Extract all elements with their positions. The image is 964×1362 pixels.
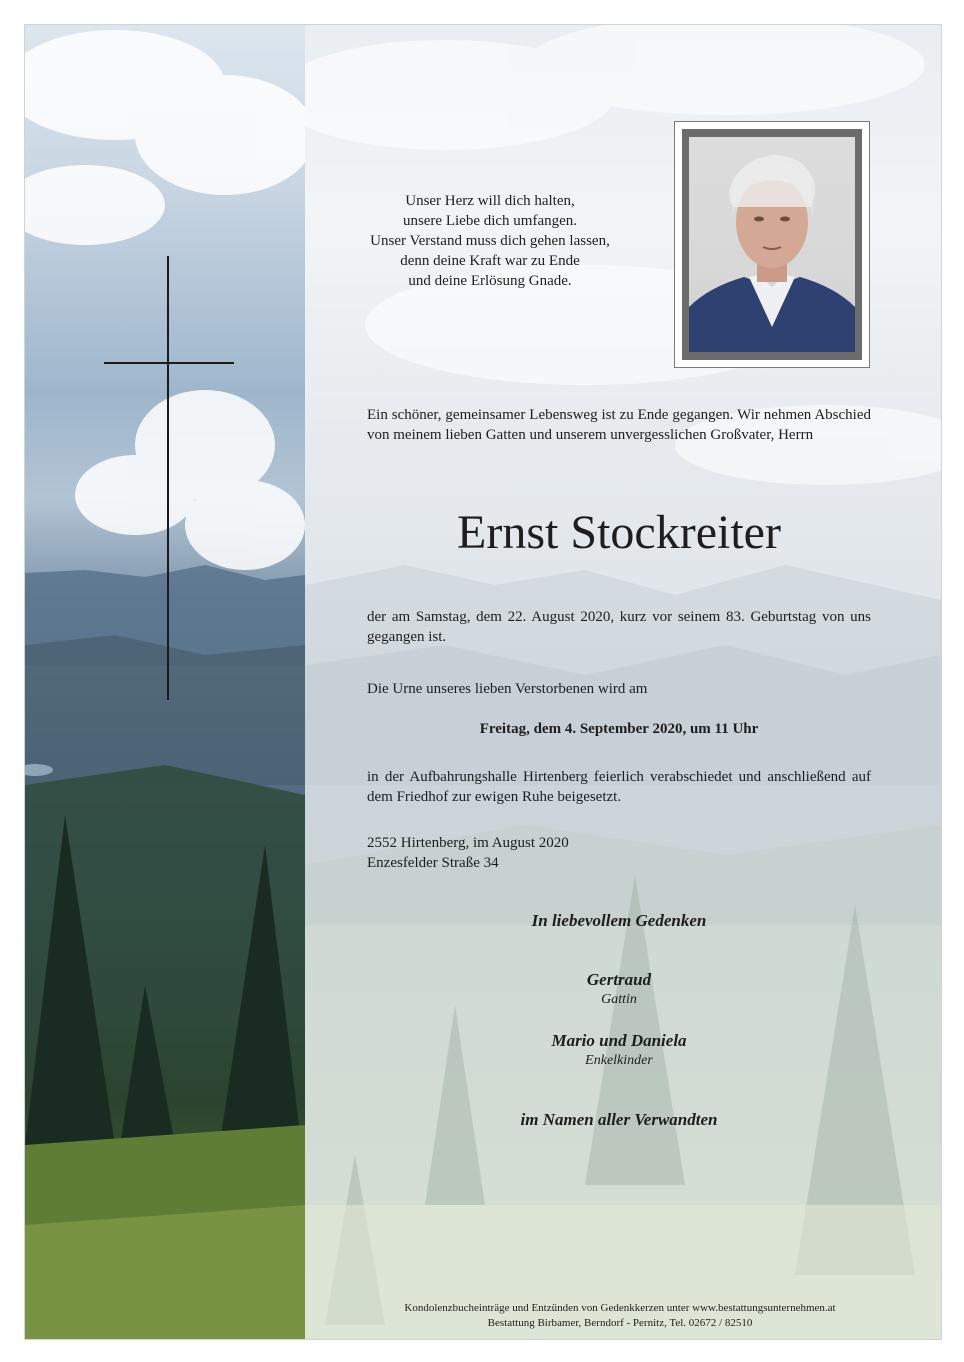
deceased-name: Ernst Stockreiter xyxy=(457,506,781,559)
portrait-photo xyxy=(689,137,855,352)
poem-line: unsere Liebe dich umfangen. xyxy=(402,213,578,229)
mourner-relation: Gattin xyxy=(601,992,637,1007)
obituary-card xyxy=(24,24,942,1340)
footer xyxy=(325,1301,915,1331)
portrait-frame xyxy=(674,121,870,368)
mourner-relation: Enkelkinder xyxy=(585,1053,653,1068)
ceremony-text: in der Aufbahrungshalle Hirtenberg feierlich verabschiedet und anschließend auf dem Friedhof zur ewigen Ruhe beigesetzt. xyxy=(367,769,871,805)
memorial-heading: In liebevollem Gedenken xyxy=(531,911,707,930)
mourner xyxy=(367,969,871,1009)
mourner-name: Mario und Daniela xyxy=(551,1031,687,1050)
mourner xyxy=(367,1030,871,1070)
cross-icon xyxy=(167,256,169,700)
ceremony-date: Freitag, dem 4. September 2020, um 11 Uhr xyxy=(479,721,759,737)
background-landscape-panel xyxy=(25,25,305,1339)
place-block xyxy=(367,833,871,873)
place-date: 2552 Hirtenberg, im August 2020 xyxy=(367,835,569,851)
closing-text: im Namen aller Verwandten xyxy=(520,1110,718,1129)
poem xyxy=(325,191,655,291)
cross-icon-bar xyxy=(104,362,234,364)
landscape-scenery xyxy=(25,25,305,1339)
footer-line: Kondolenzbucheinträge und Entzünden von Gedenkkerzen unter www.bestattungsunternehmen.at xyxy=(404,1302,836,1314)
poem-line: Unser Herz will dich halten, xyxy=(405,193,575,209)
mourner-name: Gertraud xyxy=(586,970,652,989)
poem-line: Unser Verstand muss dich gehen lassen, xyxy=(370,233,610,249)
poem-line: und deine Erlösung Gnade. xyxy=(408,273,572,289)
urn-text: Die Urne unseres lieben Verstorbenen wird am xyxy=(367,681,648,697)
address: Enzesfelder Straße 34 xyxy=(367,855,499,871)
death-text: der am Samstag, dem 22. August 2020, kurz vor seinem 83. Geburtstag von uns gegangen ist. xyxy=(367,609,871,645)
footer-line: Bestattung Birbamer, Berndorf - Pernitz, Tel. 02672 / 82510 xyxy=(487,1317,753,1329)
intro-text: Ein schöner, gemeinsamer Lebensweg ist zu Ende gegangen. Wir nehmen Abschied von meinem lieben Gatten und unserem unvergesslichen Großvater, Herrn xyxy=(367,407,871,443)
portrait-icon xyxy=(689,137,855,352)
poem-line: denn deine Kraft war zu Ende xyxy=(400,253,580,269)
